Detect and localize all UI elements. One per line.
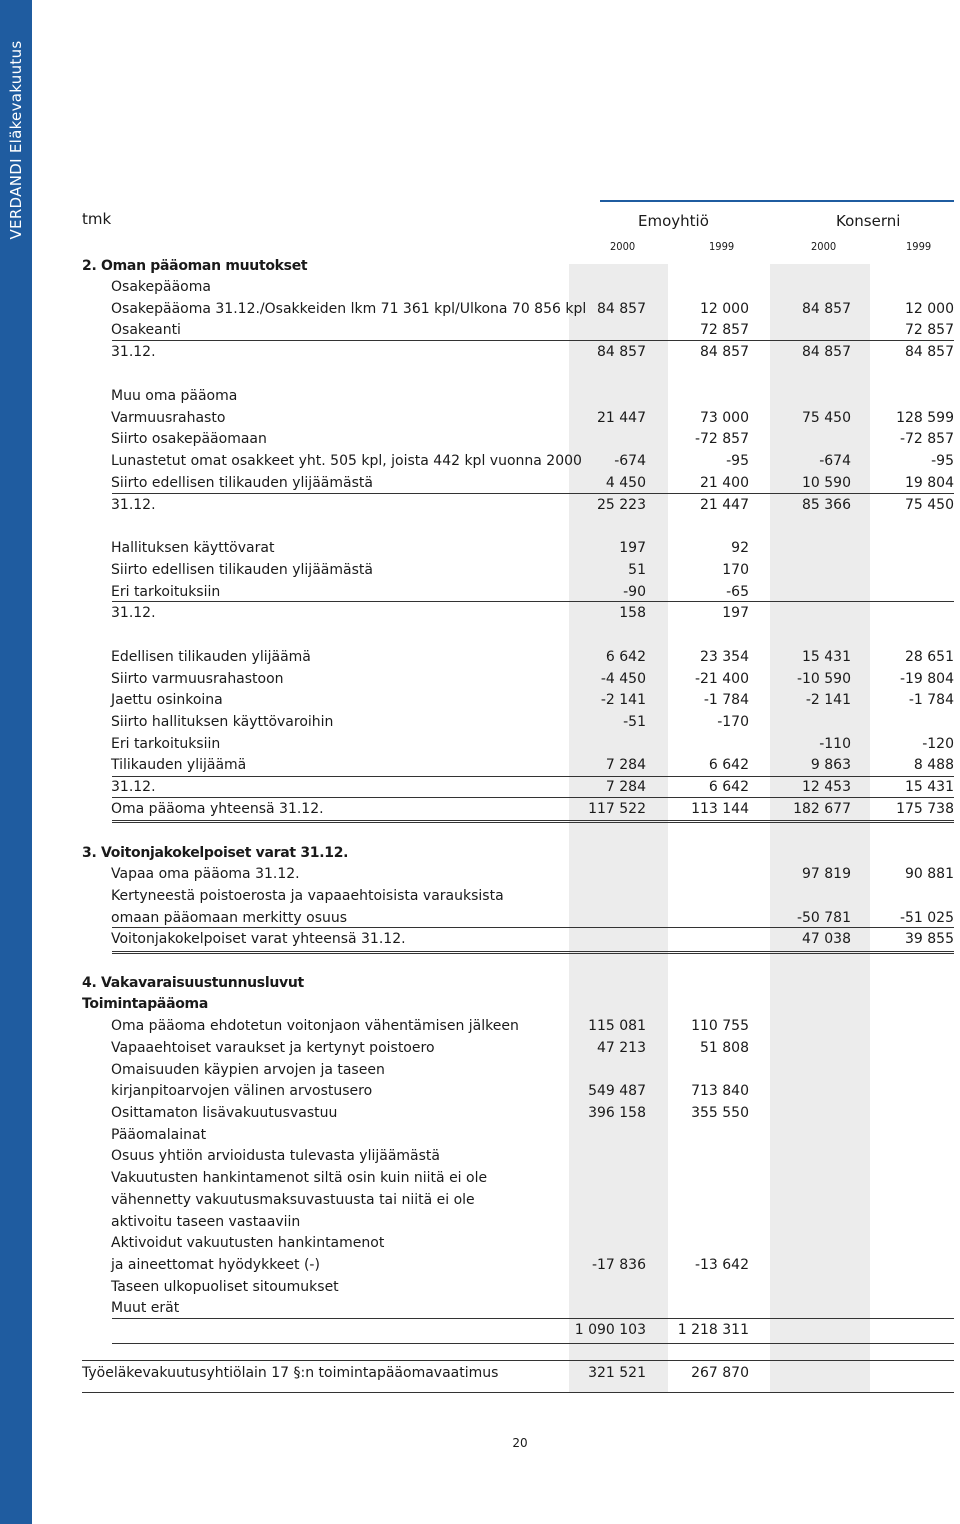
row-label: Hallituksen käyttövarat [111,540,275,556]
cell-value: -1 784 [703,692,749,708]
cell-value: 197 [722,605,749,621]
table-row [82,473,954,493]
cell-value: 97 819 [802,866,851,882]
row-label: Taseen ulkopuoliset sitoumukset [111,1279,339,1295]
subsection-heading [82,277,954,297]
cell-value: 10 590 [802,475,851,491]
table-row [82,1320,954,1340]
table-row [82,538,954,558]
row-label: Siirto edellisen tilikauden ylijäämästä [111,475,373,491]
cell-value: 6 642 [605,649,646,665]
cell-value: 4 450 [605,475,646,491]
cell-value: 21 447 [700,497,749,513]
cell-value: 113 144 [691,801,749,817]
row-divider [112,776,954,777]
row-label: Varmuusrahasto [111,410,226,426]
table-row [82,1103,954,1123]
cell-value: 73 000 [700,410,749,426]
row-label: Osuus yhtiön arvioidusta tulevasta ylijäämästä [111,1148,440,1164]
section-4-title [82,973,954,993]
section-2-title [82,256,954,276]
cell-value: -674 [614,453,646,469]
cell-value: 158 [619,605,646,621]
table-row [82,1146,954,1166]
table-row [82,320,954,340]
row-label: omaan pääomaan merkitty osuus [111,910,348,926]
table-row [82,908,954,928]
bottom-rule [82,1392,954,1393]
row-label: 31.12. [111,779,156,795]
cell-value: 75 450 [905,497,954,513]
cell-value: 175 738 [896,801,954,817]
cell-value: 110 755 [691,1018,749,1034]
row-label: Osakepääoma [111,279,211,295]
cell-value: -4 450 [600,671,646,687]
table-row [82,929,954,949]
row-label: Vapaaehtoiset varaukset ja kertynyt poistoero [111,1040,435,1056]
header-group: Konserni [836,212,901,230]
row-label: Eri tarkoituksiin [111,584,221,600]
year-group-1999: 1999 [906,240,932,253]
row-label: Edellisen tilikauden ylijäämä [111,649,311,665]
row-label: Vakuutusten hankintamenot siltä osin kuin niitä ei ole [111,1170,488,1186]
cell-value: 1 218 311 [677,1322,749,1338]
cell-value: -50 781 [796,910,851,926]
table-row [82,777,954,797]
row-label: aktivoitu taseen vastaaviin [111,1214,301,1230]
total-double-rule [112,951,954,954]
row-label: Oma pääoma ehdotetun voitonjaon vähentämisen jälkeen [111,1018,519,1034]
cell-value: 12 453 [802,779,851,795]
cell-value: -65 [726,584,749,600]
table-row [82,1016,954,1036]
cell-value: 15 431 [802,649,851,665]
cell-value: 25 223 [597,497,646,513]
row-label: Siirto hallituksen käyttövaroihin [111,714,334,730]
cell-value: -674 [819,453,851,469]
row-label: Siirto osakepääomaan [111,431,267,447]
table-row [82,647,954,667]
equity-table [82,0,960,1524]
row-label: Omaisuuden käypien arvojen ja taseen [111,1062,385,1078]
cell-value: -95 [726,453,749,469]
unit-label: tmk [82,210,112,228]
cell-value: 267 870 [691,1365,749,1381]
section-3-title [82,843,954,863]
cell-value: 8 488 [913,757,954,773]
subsection-heading [82,386,954,406]
row-label: ja aineettomat hyödykkeet (-) [111,1257,320,1273]
row-label: Työeläkevakuutusyhtiölain 17 §:n toimintapääomavaatimus [82,1365,499,1381]
cell-value: -51 [623,714,646,730]
row-divider [112,601,954,602]
row-label: 31.12. [111,497,156,513]
section-4-subtitle [82,994,954,1014]
table-row [82,1038,954,1058]
row-label: Vapaa oma pääoma 31.12. [111,866,300,882]
cell-value: 23 354 [700,649,749,665]
cell-value: 51 808 [700,1040,749,1056]
cell-value: 128 599 [896,410,954,426]
table-row [82,1212,954,1232]
table-row [82,886,954,906]
year-group-2000: 2000 [811,240,837,253]
row-label: Osakepääoma 31.12./Osakkeiden lkm 71 361 kpl/Ulkona 70 856 kpl [111,301,587,317]
row-label: Kertyneestä poistoerosta ja vapaaehtoisista varauksista [111,888,504,904]
cell-value: 84 857 [597,301,646,317]
cell-value: -110 [819,736,851,752]
header-parent-company: Emoyhtiö [638,212,709,230]
table-row [82,582,954,602]
row-label: 31.12. [111,344,156,360]
row-label: Eri tarkoituksiin [111,736,221,752]
section-heading: Toimintapääoma [82,996,208,1012]
cell-value: -51 025 [899,910,954,926]
cell-value: 28 651 [905,649,954,665]
table-row [82,429,954,449]
cell-value: -72 857 [694,431,749,447]
cell-value: 90 881 [905,866,954,882]
cell-value: 47 038 [802,931,851,947]
cell-value: 84 857 [802,344,851,360]
cell-value: 19 804 [905,475,954,491]
cell-value: 7 284 [605,779,646,795]
row-divider [112,927,954,928]
cell-value: 85 366 [802,497,851,513]
row-label: Siirto edellisen tilikauden ylijäämästä [111,562,373,578]
table-row [82,755,954,775]
cell-value: 84 857 [802,301,851,317]
cell-value: -21 400 [694,671,749,687]
year-parent-2000: 2000 [610,240,636,253]
row-label: Voitonjakokelpoiset varat yhteensä 31.12. [111,931,406,947]
row-label: Aktivoidut vakuutusten hankintamenot [111,1235,385,1251]
table-row [82,1081,954,1101]
row-divider [112,797,954,798]
cell-value: 12 000 [905,301,954,317]
sidebar-band [0,0,32,1524]
row-label: kirjanpitoarvojen välinen arvostusero [111,1083,373,1099]
cell-value: 7 284 [605,757,646,773]
cell-value: 9 863 [810,757,851,773]
table-row [82,864,954,884]
cell-value: -95 [931,453,954,469]
sidebar-title: VERDANDI Eläkevakuutus [7,40,25,240]
year-parent-1999: 1999 [709,240,735,253]
cell-value: -2 141 [805,692,851,708]
cell-value: 21 447 [597,410,646,426]
cell-value: 182 677 [793,801,851,817]
cell-value: 92 [731,540,749,556]
cell-value: 72 857 [700,322,749,338]
row-divider [112,493,954,494]
row-label: Lunastetut omat osakkeet yht. 505 kpl, joista 442 kpl vuonna 2000 [111,453,582,469]
cell-value: 197 [619,540,646,556]
cell-value: 355 550 [691,1105,749,1121]
table-row [82,669,954,689]
table-row [82,1233,954,1253]
table-row [82,734,954,754]
cell-value: 6 642 [708,779,749,795]
cell-value: 84 857 [597,344,646,360]
cell-value: 6 642 [708,757,749,773]
cell-value: 75 450 [802,410,851,426]
cell-value: 84 857 [905,344,954,360]
cell-value: -17 836 [591,1257,646,1273]
cell-value: 170 [722,562,749,578]
cell-value: -120 [922,736,954,752]
table-row [82,1168,954,1188]
cell-value: 72 857 [905,322,954,338]
cell-value: 84 857 [700,344,749,360]
cell-value: 549 487 [588,1083,646,1099]
table-row [82,495,954,515]
row-divider [112,1318,954,1319]
row-label: Siirto varmuusrahastoon [111,671,284,687]
table-row [82,1277,954,1297]
cell-value: 1 090 103 [574,1322,646,1338]
cell-value: 21 400 [700,475,749,491]
cell-value: 51 [628,562,646,578]
page-number: 20 [512,1436,528,1450]
table-row [82,451,954,471]
row-divider [112,340,954,341]
cell-value: -2 141 [600,692,646,708]
table-row [82,1298,954,1318]
cell-value: 115 081 [588,1018,646,1034]
cell-value: -19 804 [899,671,954,687]
row-label: vähennetty vakuutusmaksuvastuusta tai niitä ei ole [111,1192,475,1208]
table-row [82,712,954,732]
row-label: Oma pääoma yhteensä 31.12. [111,801,324,817]
cell-value: -1 784 [908,692,954,708]
section-heading: 3. Voitonjakokelpoiset varat 31.12. [82,845,349,861]
table-row [82,799,954,819]
row-label: Osakeanti [111,322,181,338]
table-row [82,1060,954,1080]
row-label: Jaettu osinkoina [111,692,223,708]
row-label: Pääomalainat [111,1127,207,1143]
table-row [82,1255,954,1275]
table-row [82,560,954,580]
cell-value: 15 431 [905,779,954,795]
row-label: Muut erät [111,1300,180,1316]
cell-value: 321 521 [588,1365,646,1381]
row-label: 31.12. [111,605,156,621]
section-heading: 2. Oman pääoman muutokset [82,258,308,274]
cell-value: -72 857 [899,431,954,447]
cell-value: 47 213 [597,1040,646,1056]
row-label: Tilikauden ylijäämä [111,757,247,773]
table-row [82,603,954,623]
table-row [82,1190,954,1210]
cell-value: 39 855 [905,931,954,947]
cell-value: 117 522 [588,801,646,817]
requirement-row [82,1363,954,1383]
cell-value: -170 [717,714,749,730]
section-divider [82,1360,954,1361]
cell-value: 713 840 [691,1083,749,1099]
section-heading: 4. Vakavaraisuustunnusluvut [82,975,304,991]
table-row [82,342,954,362]
table-row [82,1125,954,1145]
row-label: Muu oma pääoma [111,388,238,404]
row-label: Osittamaton lisävakuutusvastuu [111,1105,338,1121]
cell-value: 396 158 [588,1105,646,1121]
cell-value: -90 [623,584,646,600]
table-row [82,408,954,428]
cell-value: -10 590 [796,671,851,687]
cell-value: -13 642 [694,1257,749,1273]
total-double-rule [112,820,954,823]
table-row [82,690,954,710]
cell-value: 12 000 [700,301,749,317]
table-row [82,299,954,319]
row-divider [112,1343,954,1344]
